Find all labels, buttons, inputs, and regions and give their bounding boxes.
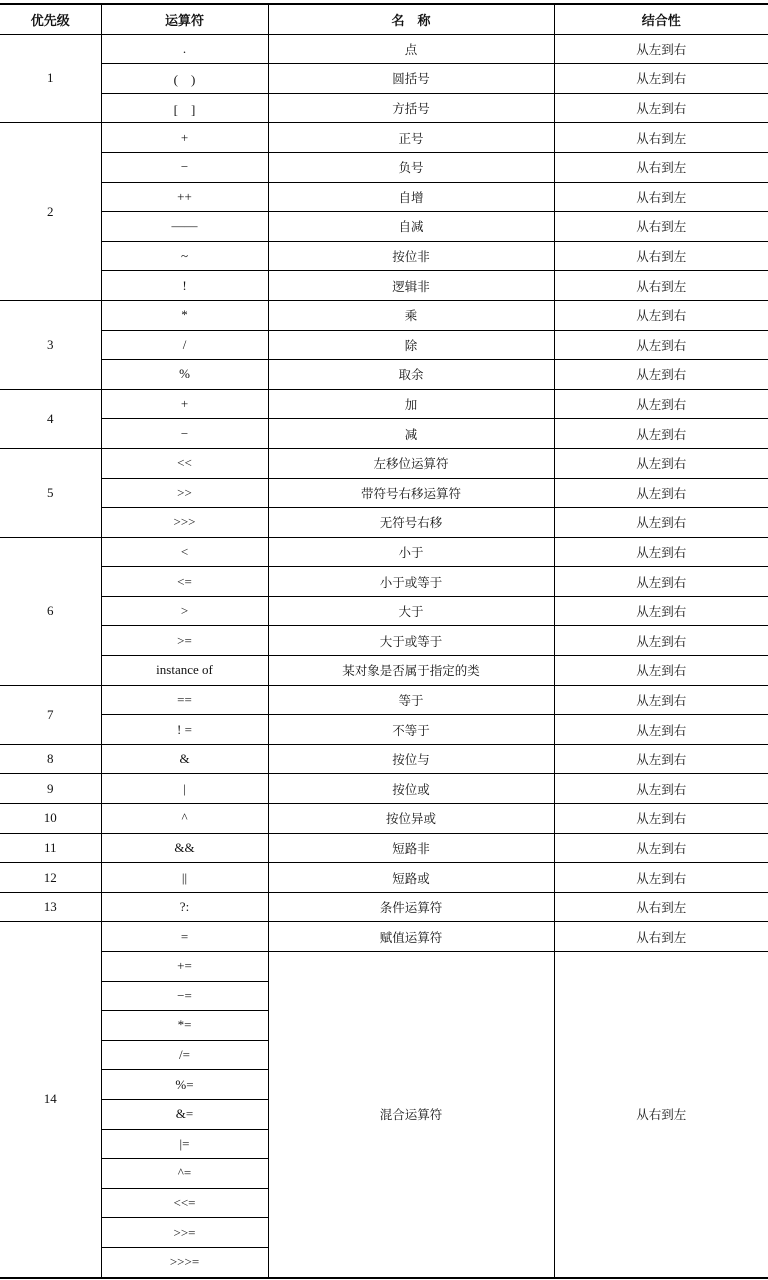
operator-cell: . — [101, 34, 268, 64]
name-cell: 某对象是否属于指定的类 — [268, 656, 554, 686]
operator-cell: *= — [101, 1011, 268, 1041]
name-cell: 无符号右移 — [268, 508, 554, 538]
operator-cell: / — [101, 330, 268, 360]
name-cell: 按位与 — [268, 744, 554, 774]
associativity-cell: 从左到右 — [554, 537, 768, 567]
name-cell: 条件运算符 — [268, 892, 554, 922]
associativity-cell: 从左到右 — [554, 774, 768, 804]
associativity-cell: 从左到右 — [554, 656, 768, 686]
table-row — [0, 448, 768, 478]
associativity-cell: 从左到右 — [554, 448, 768, 478]
table-row — [0, 64, 768, 94]
operator-cell: >>= — [101, 1218, 268, 1248]
name-cell: 短路或 — [268, 863, 554, 893]
operator-cell: −= — [101, 981, 268, 1011]
operator-cell: == — [101, 685, 268, 715]
priority-cell: 2 — [0, 123, 101, 301]
name-cell: 等于 — [268, 685, 554, 715]
operator-cell: % — [101, 360, 268, 390]
table-row — [0, 537, 768, 567]
name-cell: 大于或等于 — [268, 626, 554, 656]
associativity-cell: 从左到右 — [554, 300, 768, 330]
table-row — [0, 685, 768, 715]
associativity-cell: 从左到右 — [554, 596, 768, 626]
associativity-cell: 从左到右 — [554, 833, 768, 863]
name-cell: 取余 — [268, 360, 554, 390]
name-cell: 自减 — [268, 212, 554, 242]
name-cell: 赋值运算符 — [268, 922, 554, 952]
table-row — [0, 93, 768, 123]
table-row — [0, 212, 768, 242]
table-row — [0, 892, 768, 922]
priority-cell: 8 — [0, 744, 101, 774]
operator-cell: >>>= — [101, 1247, 268, 1277]
operator-cell: instance of — [101, 656, 268, 686]
table-row — [0, 271, 768, 301]
name-cell: 带符号右移运算符 — [268, 478, 554, 508]
table-row — [0, 419, 768, 449]
operator-cell: >= — [101, 626, 268, 656]
name-cell: 大于 — [268, 596, 554, 626]
associativity-cell: 从左到右 — [554, 64, 768, 94]
table-row — [0, 389, 768, 419]
operator-cell: %= — [101, 1070, 268, 1100]
name-cell: 左移位运算符 — [268, 448, 554, 478]
operator-cell: ~ — [101, 241, 268, 271]
name-cell: 按位异或 — [268, 804, 554, 834]
operator-cell: > — [101, 596, 268, 626]
table-row — [0, 152, 768, 182]
operator-cell: /= — [101, 1040, 268, 1070]
priority-cell: 7 — [0, 685, 101, 744]
operator-cell: —— — [101, 212, 268, 242]
name-cell: 按位非 — [268, 241, 554, 271]
priority-cell: 4 — [0, 389, 101, 448]
header-row — [0, 4, 768, 34]
name-cell: 负号 — [268, 152, 554, 182]
priority-cell: 1 — [0, 34, 101, 123]
name-cell: 方括号 — [268, 93, 554, 123]
table-row — [0, 596, 768, 626]
table-row — [0, 744, 768, 774]
operator-cell: || — [101, 863, 268, 893]
table-row — [0, 922, 768, 952]
priority-cell: 11 — [0, 833, 101, 863]
associativity-cell: 从左到右 — [554, 863, 768, 893]
name-cell: 除 — [268, 330, 554, 360]
table-row — [0, 360, 768, 390]
table-row — [0, 863, 768, 893]
table-body — [0, 34, 768, 1277]
priority-cell: 10 — [0, 804, 101, 834]
table-row — [0, 715, 768, 745]
associativity-cell: 从右到左 — [554, 152, 768, 182]
associativity-cell: 从左到右 — [554, 626, 768, 656]
operator-cell: << — [101, 448, 268, 478]
table-row — [0, 123, 768, 153]
priority-cell: 6 — [0, 537, 101, 685]
associativity-cell: 从右到左 — [554, 182, 768, 212]
operator-cell: [ ] — [101, 93, 268, 123]
operator-cell: <= — [101, 567, 268, 597]
associativity-cell: 从左到右 — [554, 389, 768, 419]
table-row — [0, 656, 768, 686]
priority-cell: 13 — [0, 892, 101, 922]
name-cell: 按位或 — [268, 774, 554, 804]
operator-cell: ! — [101, 271, 268, 301]
operator-cell: >>> — [101, 508, 268, 538]
associativity-cell: 从左到右 — [554, 804, 768, 834]
operator-cell: ! = — [101, 715, 268, 745]
name-cell: 短路非 — [268, 833, 554, 863]
header-operator: 运算符 — [101, 4, 268, 34]
header-name: 名 称 — [268, 4, 554, 34]
name-cell: 减 — [268, 419, 554, 449]
name-cell: 圆括号 — [268, 64, 554, 94]
associativity-cell: 从左到右 — [554, 34, 768, 64]
operator-precedence-table-container — [0, 3, 768, 1279]
associativity-cell: 从左到右 — [554, 330, 768, 360]
operator-cell: ?: — [101, 892, 268, 922]
table-row — [0, 300, 768, 330]
table-row — [0, 952, 768, 982]
operator-cell: − — [101, 152, 268, 182]
name-cell: 小于 — [268, 537, 554, 567]
name-cell: 正号 — [268, 123, 554, 153]
priority-cell: 14 — [0, 922, 101, 1278]
name-cell: 不等于 — [268, 715, 554, 745]
operator-cell: | — [101, 774, 268, 804]
table-row — [0, 34, 768, 64]
priority-cell: 9 — [0, 774, 101, 804]
table-row — [0, 182, 768, 212]
operator-cell: ^= — [101, 1159, 268, 1189]
operator-cell: &= — [101, 1099, 268, 1129]
priority-cell: 12 — [0, 863, 101, 893]
operator-cell: >> — [101, 478, 268, 508]
associativity-cell: 从右到左 — [554, 892, 768, 922]
priority-cell: 5 — [0, 448, 101, 537]
table-row — [0, 804, 768, 834]
operator-cell: − — [101, 419, 268, 449]
operator-cell: |= — [101, 1129, 268, 1159]
associativity-cell: 从右到左 — [554, 241, 768, 271]
associativity-cell: 从右到左 — [554, 952, 768, 1278]
associativity-cell: 从左到右 — [554, 567, 768, 597]
priority-cell: 3 — [0, 300, 101, 389]
associativity-cell: 从左到右 — [554, 360, 768, 390]
associativity-cell: 从左到右 — [554, 715, 768, 745]
operator-precedence-table — [0, 3, 768, 1279]
operator-cell: = — [101, 922, 268, 952]
associativity-cell: 从左到右 — [554, 508, 768, 538]
name-cell: 乘 — [268, 300, 554, 330]
operator-cell: ++ — [101, 182, 268, 212]
name-cell: 点 — [268, 34, 554, 64]
operator-cell: * — [101, 300, 268, 330]
table-row — [0, 330, 768, 360]
name-cell: 自增 — [268, 182, 554, 212]
associativity-cell: 从右到左 — [554, 212, 768, 242]
header-priority: 优先级 — [0, 4, 101, 34]
associativity-cell: 从右到左 — [554, 922, 768, 952]
operator-cell: += — [101, 952, 268, 982]
name-cell: 小于或等于 — [268, 567, 554, 597]
table-row — [0, 241, 768, 271]
table-row — [0, 567, 768, 597]
table-row — [0, 833, 768, 863]
name-cell: 逻辑非 — [268, 271, 554, 301]
associativity-cell: 从右到左 — [554, 123, 768, 153]
associativity-cell: 从左到右 — [554, 419, 768, 449]
name-cell: 加 — [268, 389, 554, 419]
operator-cell: ^ — [101, 804, 268, 834]
table-row — [0, 626, 768, 656]
header-associativity: 结合性 — [554, 4, 768, 34]
associativity-cell: 从左到右 — [554, 93, 768, 123]
operator-cell: + — [101, 389, 268, 419]
operator-cell: < — [101, 537, 268, 567]
table-row — [0, 774, 768, 804]
operator-cell: ( ) — [101, 64, 268, 94]
operator-cell: <<= — [101, 1188, 268, 1218]
associativity-cell: 从左到右 — [554, 744, 768, 774]
operator-cell: + — [101, 123, 268, 153]
associativity-cell: 从左到右 — [554, 685, 768, 715]
name-cell: 混合运算符 — [268, 952, 554, 1278]
operator-cell: & — [101, 744, 268, 774]
associativity-cell: 从左到右 — [554, 478, 768, 508]
table-row — [0, 508, 768, 538]
associativity-cell: 从右到左 — [554, 271, 768, 301]
table-row — [0, 478, 768, 508]
operator-cell: && — [101, 833, 268, 863]
